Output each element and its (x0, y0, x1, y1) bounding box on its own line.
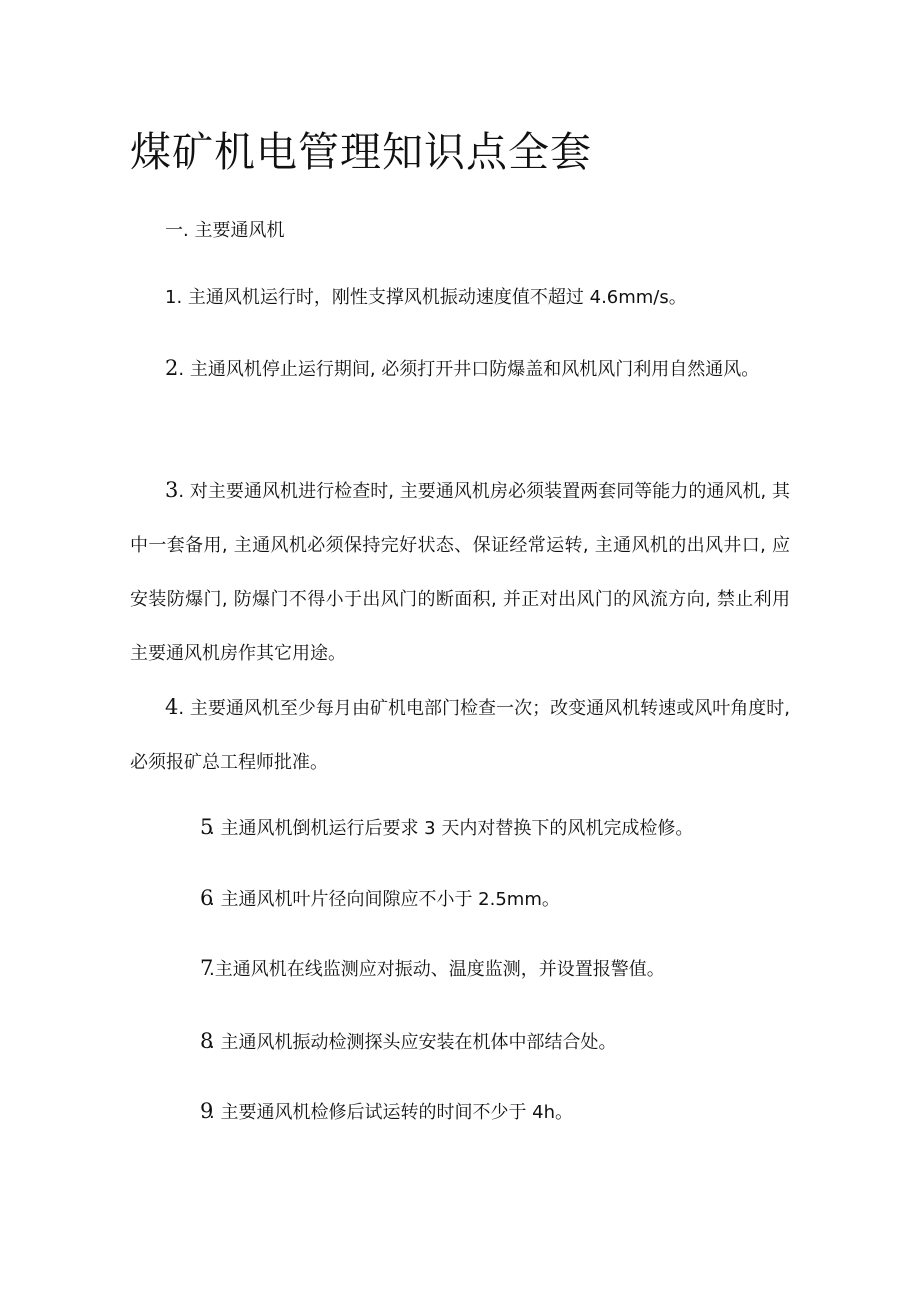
item-text: .主通风机在线监测应对振动、温度监测，并设置报警值。 (209, 959, 665, 980)
item-text: . 主通风机停止运行期间, 必须打开井口防爆盖和风机风门利用自然通风。 (178, 359, 760, 380)
item-number: 9 (200, 1099, 214, 1123)
item-number: 5 (200, 815, 214, 839)
list-item (130, 871, 560, 927)
item-number: 3 (165, 478, 179, 502)
item-text: . 主通风机倒机运行后要求 3 天内对替换下的风机完成检修。 (209, 818, 694, 839)
item-text: . 主通风机叶片径向间隙应不小于 2.5mm。 (209, 889, 560, 910)
item-number: 2 (165, 356, 179, 380)
list-item (130, 271, 687, 325)
list-item (130, 680, 790, 790)
item-text: . 主要通风机至少每月由矿机电部门检查一次；改变通风机转速或风叶角度时, 必须报矿总工程师批准。 (130, 698, 790, 773)
item-text: . 主通风机运行时，刚性支撑风机振动速度值不超过 4.6mm/s。 (176, 287, 687, 308)
list-item (130, 1084, 573, 1140)
item-number: 8 (200, 1029, 214, 1053)
list-item (130, 800, 693, 856)
item-text: . 主通风机振动检测探头应安装在机体中部结合处。 (209, 1032, 617, 1053)
item-number: 4 (165, 695, 179, 719)
item-text: . 对主要通风机进行检查时, 主要通风机房必须装置两套同等能力的通风机, 其中一套备用, 主通风机必须保持完好状态、保证经常运转, 主通风机的出风井口, 应安装防爆门, 防爆门不得小于出风门的断面积, 并正对出风门的风流方向, 禁止利用主要通风机房作其它用途。 (130, 481, 790, 664)
list-item (130, 463, 790, 681)
list-item (130, 941, 665, 997)
list-item (130, 1014, 616, 1070)
item-number: 1 (165, 287, 177, 308)
section-heading: 一. 主要通风机 (165, 220, 285, 241)
item-number: 6 (200, 886, 214, 910)
list-item (130, 341, 790, 397)
item-number: 7 (200, 956, 214, 980)
document-title: 煤矿机电管理知识点全套 (130, 128, 592, 176)
item-text: . 主要通风机检修后试运转的时间不少于 4h。 (209, 1102, 574, 1123)
